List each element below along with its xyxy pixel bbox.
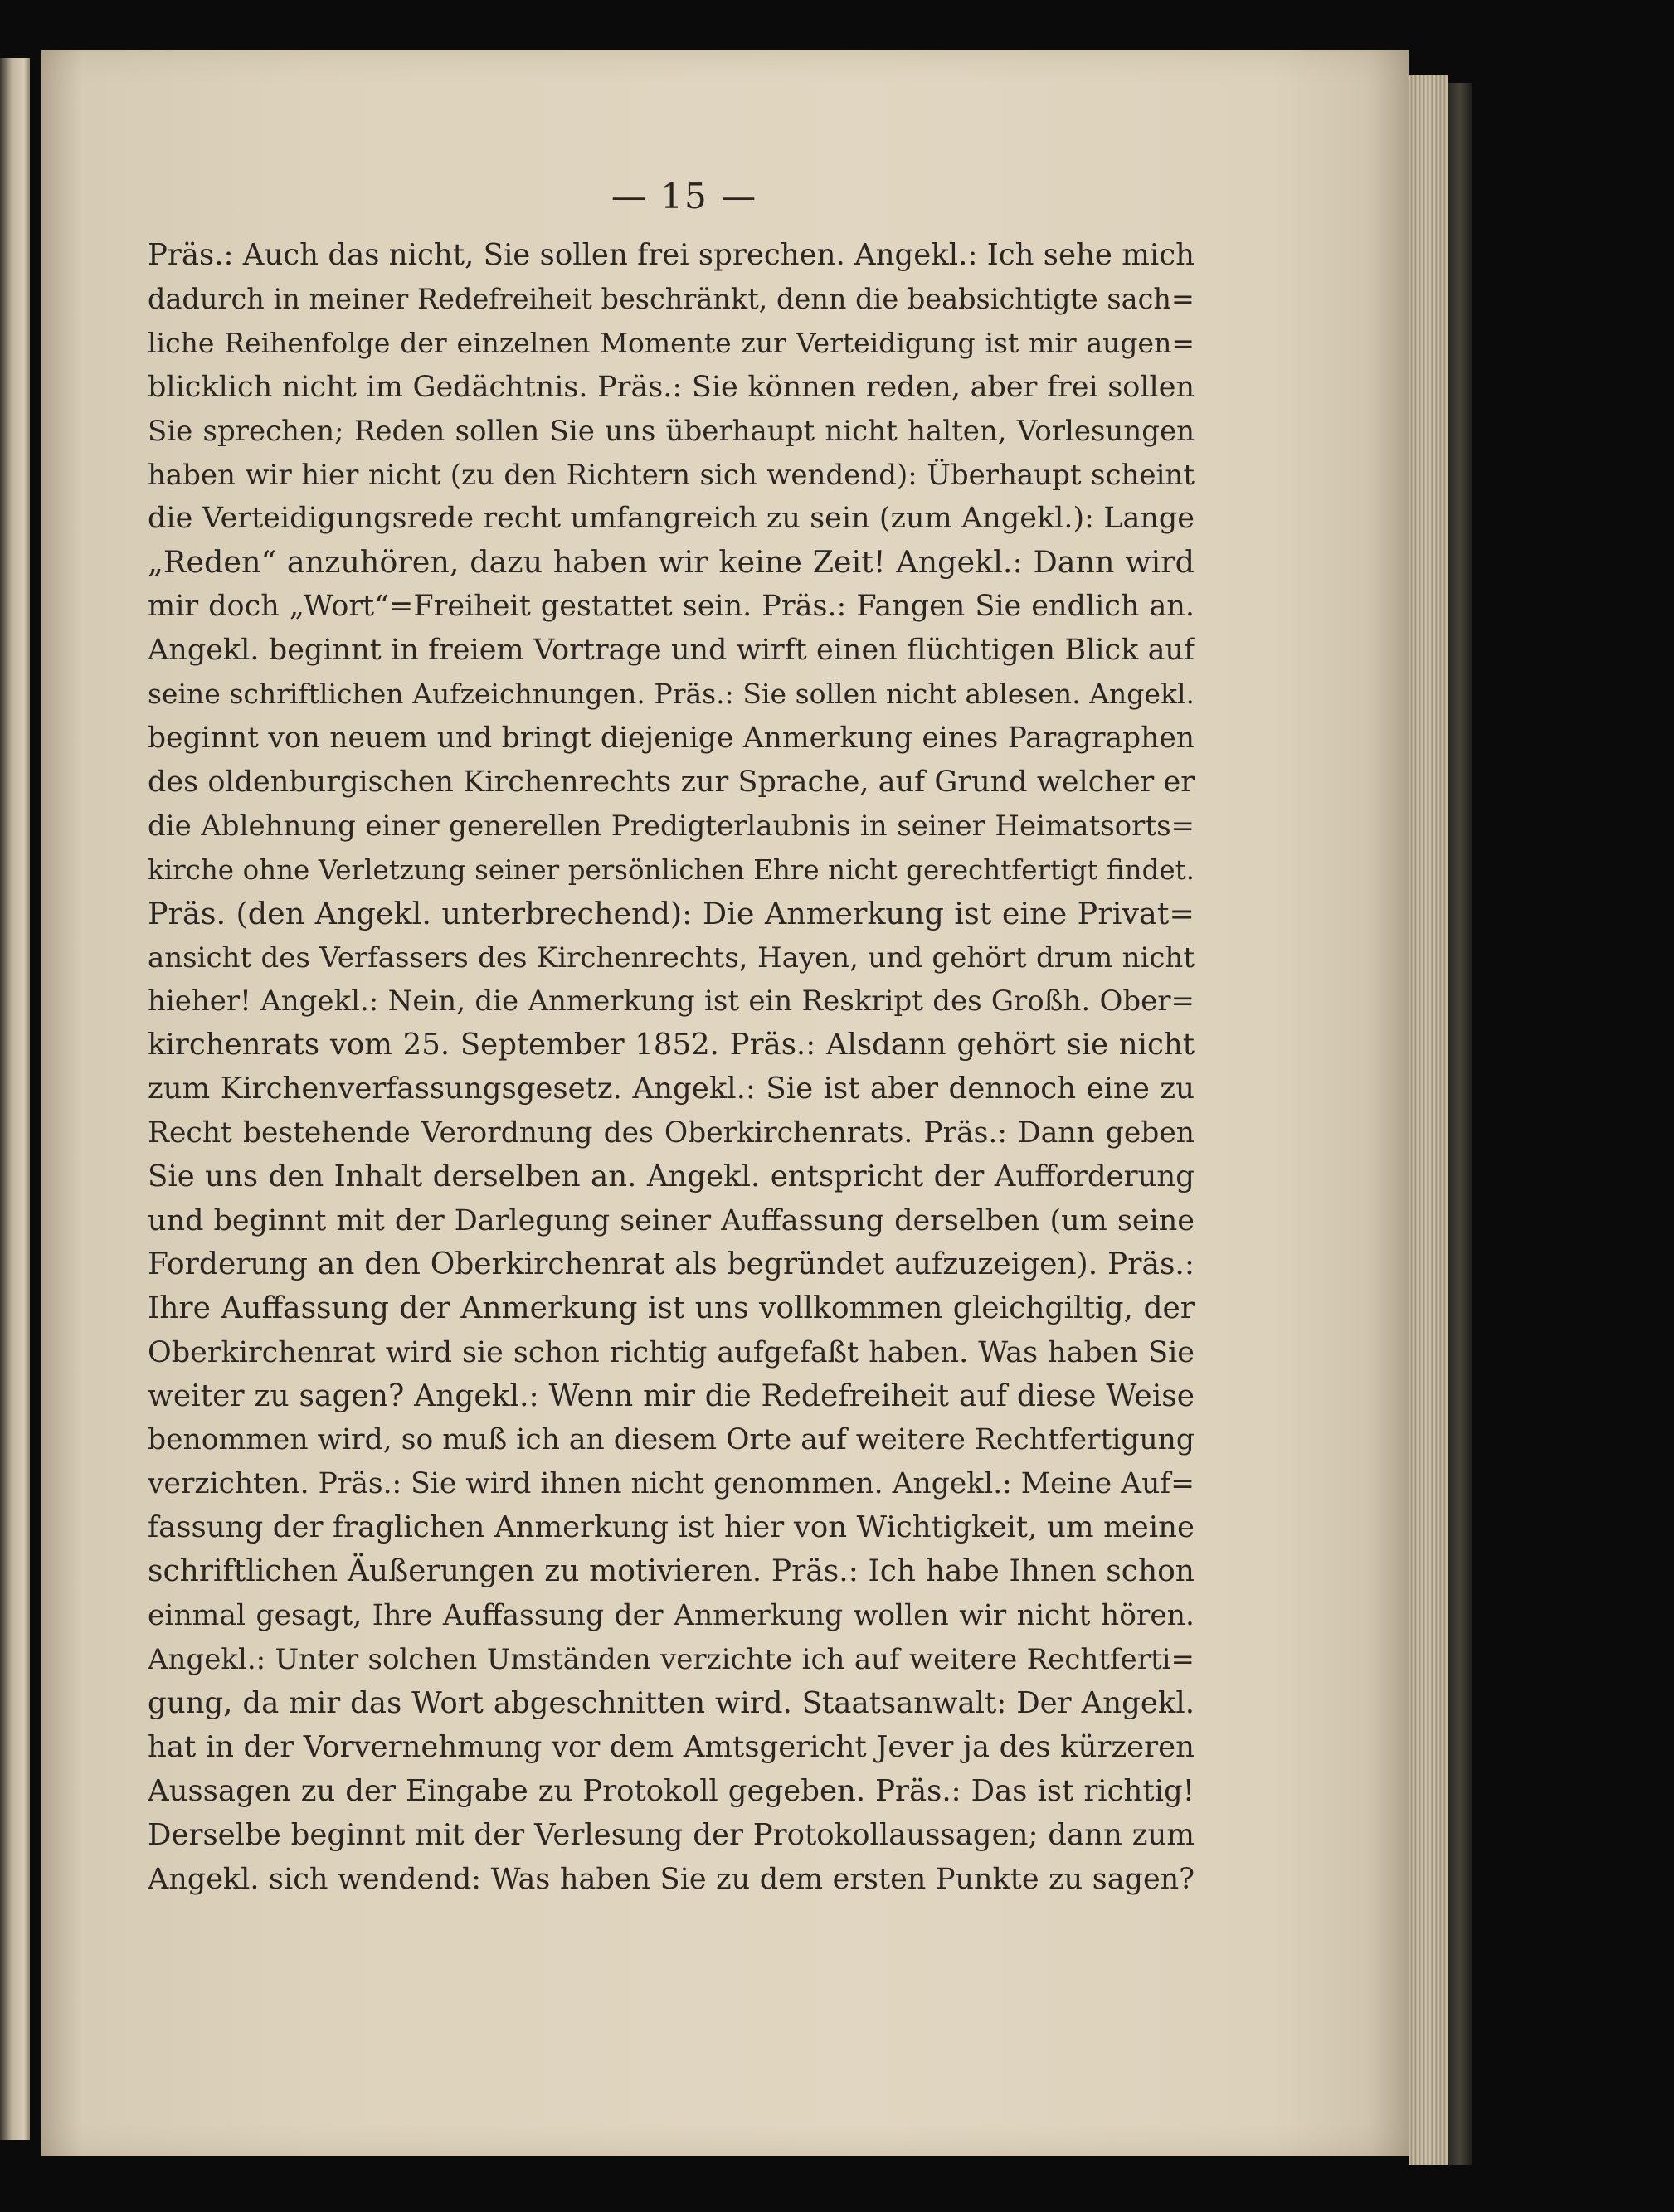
text-line: kirchenrats vom 25. September 1852. Präs.: Alsdann gehört sie nicht [148,1028,1195,1062]
text-line: Angekl.: Unter solchen Umständen verzichte ich auf weitere Rechtferti= [148,1643,1195,1676]
text-line: Forderung an den Oberkirchenrat als begründet aufzuzeigen). Präs.: [148,1247,1195,1281]
text-line: und beginnt mit der Darlegung seiner Auffassung derselben (um seine [148,1203,1195,1237]
text-line: hat in der Vorvernehmung vor dem Amtsgericht Jever ja des kürzeren [148,1729,1195,1764]
text-line: benommen wird, so muß ich an diesem Orte auf weitere Rechtfertigung [148,1423,1195,1457]
text-line: zum Kirchenverfassungsgesetz. Angekl.: Sie ist aber dennoch eine zu [148,1072,1195,1106]
text-line: gung, da mir das Wort abgeschnitten wird. Staatsanwalt: Der Angekl. [148,1685,1195,1720]
text-line: Derselbe beginnt mit der Verlesung der Protokollaussagen; dann zum [148,1817,1195,1852]
text-line: einmal gesagt, Ihre Auffassung der Anmerkung wollen wir nicht hören. [148,1599,1195,1633]
text-line: mir doch „Wort“=Freiheit gestattet sein. Präs.: Fangen Sie endlich an. [148,590,1195,624]
text-line: Sie sprechen; Reden sollen Sie uns überhaupt nicht halten, Vorlesungen [148,414,1195,448]
text-line: ansicht des Verfassers des Kirchenrechts, Hayen, und gehört drum nicht [148,941,1195,975]
text-line: weiter zu sagen? Angekl.: Wenn mir die Redefreiheit auf diese Weise [148,1378,1195,1413]
text-line: hieher! Angekl.: Nein, die Anmerkung ist ein Reskript des Großh. Ober= [148,984,1195,1018]
body-text [148,234,1195,1901]
text-line: Präs. (den Angekl. unterbrechend): Die Anmerkung ist eine Privat= [148,895,1195,931]
text-line: „Reden“ anzuhören, dazu haben wir keine Zeit! Angekl.: Dann wird [148,544,1195,581]
text-line: fassung der fraglichen Anmerkung ist hier von Wichtigkeit, um meine [148,1510,1195,1545]
text-line: Oberkirchenrat wird sie schon richtig aufgefaßt haben. Was haben Sie [148,1335,1195,1369]
text-line: kirche ohne Verletzung seiner persönlichen Ehre nicht gerechtfertigt findet. [148,853,1195,886]
text-line: verzichten. Präs.: Sie wird ihnen nicht genommen. Angekl.: Meine Auf= [148,1467,1195,1501]
left-page-edge [0,58,30,2140]
text-line: dadurch in meiner Redefreiheit beschränkt, denn die beabsichtigte sach= [148,282,1195,315]
text-line: liche Reihenfolge der einzelnen Momente zur Verteidigung ist mir augen= [148,326,1195,359]
book-cover-edge [1448,83,1472,2165]
text-line: Angekl. sich wendend: Was haben Sie zu dem ersten Punkte zu sagen? [148,1862,1195,1896]
text-line: haben wir hier nicht (zu den Richtern sich wendend): Überhaupt scheint [148,458,1195,492]
text-line: Ihre Auffassung der Anmerkung ist uns vollkommen gleichgiltig, der [148,1291,1195,1325]
page-number: — 15 — [611,176,758,216]
text-line: schriftlichen Äußerungen zu motivieren. Präs.: Ich habe Ihnen schon [148,1554,1195,1589]
text-line: Recht bestehende Verordnung des Oberkirchenrats. Präs.: Dann geben [148,1116,1195,1150]
page-block-edge [1409,75,1448,2165]
text-line: die Ablehnung einer generellen Predigterlaubnis in seiner Heimatsorts= [148,809,1195,843]
text-line: des oldenburgischen Kirchenrechts zur Sprache, auf Grund welcher er [148,765,1195,799]
text-line: Aussagen zu der Eingabe zu Protokoll gegeben. Präs.: Das ist richtig! [148,1773,1195,1808]
text-line: Präs.: Auch das nicht, Sie sollen frei sprechen. Angekl.: Ich sehe mich [148,238,1195,272]
text-line: seine schriftlichen Aufzeichnungen. Präs.: Sie sollen nicht ablesen. Angekl. [148,678,1195,711]
text-line: Sie uns den Inhalt derselben an. Angekl. entspricht der Aufforderung [148,1159,1195,1194]
text-line: die Verteidigungsrede recht umfangreich zu sein (zum Angekl.): Lange [148,502,1195,536]
text-line: beginnt von neuem und bringt diejenige Anmerkung eines Paragraphen [148,721,1195,755]
text-line: blicklich nicht im Gedächtnis. Präs.: Sie können reden, aber frei sollen [148,370,1195,404]
text-line: Angekl. beginnt in freiem Vortrage und wirft einen flüchtigen Blick auf [148,634,1195,668]
